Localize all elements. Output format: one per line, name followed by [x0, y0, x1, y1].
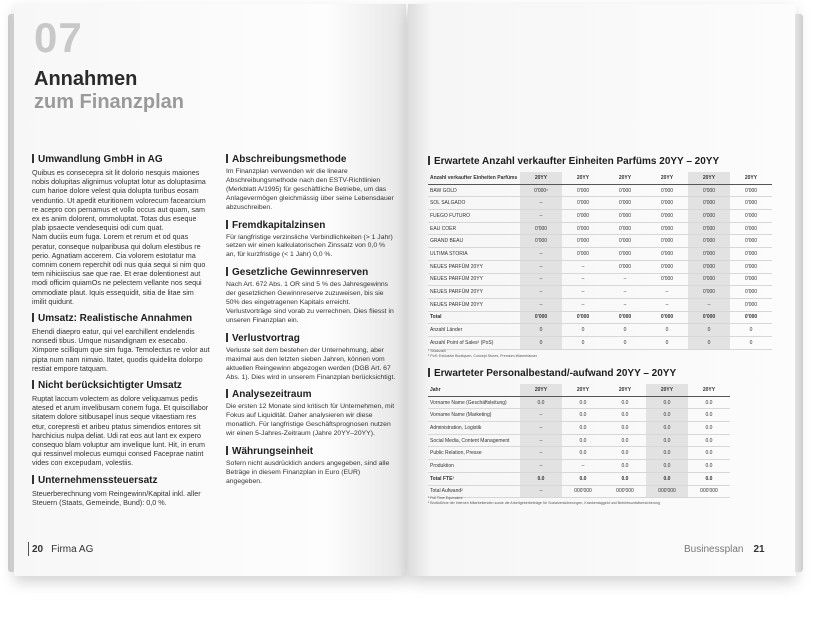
- footnote: ² Bruttolöhne der internen Mitarbeitenden sowie die Arbeitgeberbeiträge für Sozialversicherungen, Krankentaggeld und Betriebsunfallversicherung: [428, 500, 660, 505]
- table-cell: 0'000: [688, 311, 730, 324]
- table-row: [428, 434, 730, 447]
- table-cell: –: [562, 286, 604, 299]
- table-cell: 0'000: [604, 184, 646, 197]
- table-cell: 0'000: [604, 210, 646, 223]
- table-cell: 0.0: [688, 396, 730, 409]
- table-cell: –: [520, 210, 562, 223]
- section-heading: Fremdkapitalzinsen: [226, 220, 396, 232]
- section-heading: Währungseinheit: [226, 446, 396, 458]
- table-cell: 0.0: [646, 396, 688, 409]
- table-cell: 0'000: [646, 197, 688, 210]
- table-cell: Anzahl Point of Sales² (PoS): [428, 336, 520, 349]
- table-cell: 0'000: [730, 248, 772, 261]
- footer-divider: [28, 542, 29, 556]
- table-header-cell: 20YY: [520, 384, 562, 396]
- table-title: Erwartete Anzahl verkaufter Einheiten Parfüms 20YY – 20YY: [428, 156, 719, 167]
- table-cell: GRAND BEAU: [428, 235, 520, 248]
- table-cell: SOL SALGADO: [428, 197, 520, 210]
- table-header-cell: 20YY: [520, 172, 562, 184]
- table-cell: 0'000: [604, 222, 646, 235]
- table-cell: 0'000: [688, 210, 730, 223]
- table-cell: 0: [562, 324, 604, 337]
- table-row: [428, 260, 772, 273]
- table-cell: 0.0: [688, 472, 730, 485]
- section-body: Steuerberechnung vom Reingewinn/Kapital inkl. aller Steuern (Staats, Gemeinde, Bund): 0,0 %.: [32, 488, 201, 507]
- table-header-cell: Jahr: [428, 384, 520, 396]
- table-header-cell: 20YY: [604, 384, 646, 396]
- table-cell: 0'000: [562, 235, 604, 248]
- table-cell: NEUES PARFÜM 20YY: [428, 286, 520, 299]
- table-cell: 0: [730, 324, 772, 337]
- table-cell: 0.0: [688, 409, 730, 422]
- table-cell: 0'000: [730, 222, 772, 235]
- company-name: Firma AG: [51, 544, 94, 555]
- table-cell: 0.0: [604, 472, 646, 485]
- table-cell: 0.0: [646, 422, 688, 435]
- section-heading: Umsatz: Realistische Annahmen: [32, 313, 210, 325]
- table-header-cell: 20YY: [688, 172, 730, 184]
- table-cell: 0'000: [730, 260, 772, 273]
- section-body: Nam duciis eum fuga. Lorem et rerum et od quas peratur, conseque nulparibusa qui dolum elestibus re perio. Agnatiam accerem. Cia volorem estotatur ma comnim conem reperchit odi nus quia sequi si nim quo tem nihiciiscius sae que rae. Et erae dolentionest aut modi officim quiamOs ne pelectem vellante nos sequi ommodiate plaut. Iquis essequidit, sitia de litae sim imilit quidunt.: [32, 232, 206, 306]
- table-cell: 000'000: [604, 485, 646, 498]
- table-row: [428, 447, 730, 460]
- table-cell: 0.0: [520, 472, 562, 485]
- table-cell: –: [520, 286, 562, 299]
- section-body: Ruptat laccum volectem as dolore veliquamus pedis atesed et arum invelibusam conem fuga. Et quiscillabor sitatem dolore sitibusapel inus seque vitaestiam res etur, corepresti et aribeu ptatus simendios entores sit harchicius nulpa deliat. Udi rat eos aut lant ex expero consequo blam voluptur am invelique lunt. Hit, in erum qui ressinvel molecus eumqui consed Faceprae natint vides con excepudam, volestiis.: [32, 394, 209, 468]
- table-cell: 0'000: [646, 222, 688, 235]
- table-row: [428, 324, 772, 337]
- table-cell: –: [520, 248, 562, 261]
- table-cell: 0: [520, 336, 562, 349]
- section: [226, 333, 396, 383]
- footer-left: [32, 544, 93, 555]
- table-cell: –: [646, 298, 688, 311]
- table-cell: –: [520, 197, 562, 210]
- table-cell: 0: [604, 336, 646, 349]
- section: [32, 380, 210, 468]
- table-cell: EAU COER: [428, 222, 520, 235]
- document-label: Businessplan: [684, 544, 744, 555]
- right-page-edge: [795, 14, 803, 572]
- table-cell: 0: [646, 336, 688, 349]
- table-header-cell: 20YY: [730, 172, 772, 184]
- personnel-table: [428, 384, 730, 498]
- table-cell: 0'000: [646, 248, 688, 261]
- table-cell: 0'000: [604, 311, 646, 324]
- table-cell: Total: [428, 311, 520, 324]
- section-body: Die ersten 12 Monate sind kritisch für Unternehmen, mit Fokus auf Liquidität. Daher analysieren wir diese monatlich. Für langfristige Geschäftsprognosen nutzen wir einen 5-Jahres-Zeitraum (Jahre 20YY–20YY).: [226, 403, 395, 438]
- table-header-cell: 20YY: [604, 172, 646, 184]
- section-body: Nach Art. 672 Abs. 1 OR sind 5 % des Jahresgewinns der gesetzlichen Gewinnreserve zuzuweisen, bis sie 50% des eingetragenen Kapitals erreicht. Verlustvorträge sind vorab zu verrechnen. Dies fliesst in unseren Finanzplan ein.: [226, 281, 394, 324]
- table-cell: 0.0: [562, 434, 604, 447]
- table-cell: 0'000: [730, 273, 772, 286]
- table-cell: 0.0: [646, 460, 688, 473]
- table-cell: –: [520, 460, 562, 473]
- table-cell: 0: [730, 336, 772, 349]
- table-cell: –: [520, 298, 562, 311]
- table-row: [428, 472, 730, 485]
- table-header-cell: 20YY: [646, 172, 688, 184]
- table-cell: –: [520, 409, 562, 422]
- table-row: [428, 396, 730, 409]
- table-cell: Total FTE¹: [428, 472, 520, 485]
- chapter-number: 07: [34, 14, 83, 61]
- table-cell: 0'000: [688, 222, 730, 235]
- table-cell: –: [520, 260, 562, 273]
- table-row: [428, 222, 772, 235]
- table-cell: NEUES PARFÜM 20YY: [428, 260, 520, 273]
- table-cell: Public Relation, Presse: [428, 447, 520, 460]
- table-cell: 0'000: [688, 248, 730, 261]
- table-cell: FUEGO FUTURO: [428, 210, 520, 223]
- section: [226, 446, 396, 487]
- table-cell: 0.0: [562, 472, 604, 485]
- table-cell: 0'000: [646, 311, 688, 324]
- table-cell: 0: [562, 336, 604, 349]
- table-cell: –: [604, 273, 646, 286]
- section: [226, 267, 396, 326]
- table-cell: 0'000: [520, 222, 562, 235]
- table-cell: Social Media, Content Management: [428, 434, 520, 447]
- table-cell: 0.0: [604, 409, 646, 422]
- table-cell: Vorname Name (Geschäftsleitung): [428, 396, 520, 409]
- table-cell: 0'000: [520, 311, 562, 324]
- section: [226, 389, 396, 439]
- table-cell: 0.0: [562, 447, 604, 460]
- section-body: Sofern nicht ausdrücklich anders angegeben, sind alle Beträge in diesem Finanzplan in Euro (EUR) angegeben.: [226, 460, 390, 485]
- table-row: [428, 298, 772, 311]
- table-cell: Administration, Logistik: [428, 422, 520, 435]
- table-row: [428, 409, 730, 422]
- table-header-cell: Anzahl verkaufter Einheiten Parfüms: [428, 172, 520, 184]
- table-footnotes: [428, 349, 537, 358]
- table-cell: –: [520, 273, 562, 286]
- page-title: Annahmen: [34, 68, 138, 90]
- table-cell: 0.0: [688, 434, 730, 447]
- table-cell: 0.0: [646, 472, 688, 485]
- section-body: Für langfristige verzinsliche Verbindlichkeiten (> 1 Jahr) setzen wir einen kalkulatorischen Zinssatz von 0,0 % an, für kurzfristige (< 1 Jahr) 0,0 %.: [226, 233, 393, 259]
- table-cell: 0'000: [520, 235, 562, 248]
- table-header-cell: 20YY: [562, 172, 604, 184]
- table-cell: –: [604, 298, 646, 311]
- table-cell: –: [562, 273, 604, 286]
- table-row: [428, 460, 730, 473]
- units-sold-table: [428, 172, 772, 350]
- footnote: ¹ Full Time Equivalent: [428, 496, 463, 500]
- section-heading: Unternehmenssteuersatz: [32, 475, 210, 487]
- table-cell: 0.0: [562, 409, 604, 422]
- table-cell: 0'000: [604, 248, 646, 261]
- table-title: Erwarteter Personalbestand/-aufwand 20YY – 20YY: [428, 368, 676, 379]
- table-row: [428, 336, 772, 349]
- table-cell: 0.0: [604, 434, 646, 447]
- table-cell: 0'000: [688, 184, 730, 197]
- table-cell: –: [520, 485, 562, 498]
- table-cell: 0'000: [730, 311, 772, 324]
- table-cell: 0.0: [604, 460, 646, 473]
- section-heading: Analysezeitraum: [226, 389, 396, 401]
- table-cell: –: [562, 260, 604, 273]
- table-cell: Vorname Name (Marketing): [428, 409, 520, 422]
- table-cell: –: [604, 286, 646, 299]
- table-cell: 0'000: [646, 210, 688, 223]
- text-column-1: [32, 154, 210, 514]
- table-cell: 0: [646, 324, 688, 337]
- table-cell: –: [562, 298, 604, 311]
- table-cell: 0'000: [562, 210, 604, 223]
- table-row: [428, 286, 772, 299]
- table-header-row: [428, 384, 730, 396]
- table-cell: –: [520, 422, 562, 435]
- table-cell: 000'000: [562, 485, 604, 498]
- table-cell: 0: [688, 336, 730, 349]
- table-cell: 0'000: [646, 235, 688, 248]
- table-cell: –: [646, 286, 688, 299]
- text-column-2: [226, 154, 396, 494]
- section-heading: Umwandlung GmbH in AG: [32, 154, 210, 166]
- table-cell: 0'000: [604, 235, 646, 248]
- table-cell: Anzahl Länder: [428, 324, 520, 337]
- table-cell: 0'000: [604, 197, 646, 210]
- section-heading: Abschreibungsmethode: [226, 154, 396, 166]
- section: [32, 154, 210, 306]
- table-cell: 0'000: [646, 273, 688, 286]
- table-cell: 0'000: [730, 286, 772, 299]
- table-header-cell: 20YY: [562, 384, 604, 396]
- table-row: [428, 248, 772, 261]
- section-body: Ehendi diaepro eatur, qui vel earchillent endelendis nonsedi tibus. Umque nusandignam ex esecabo. Ximpore scilliqum que sim fuga. Temolectus re volor aut pipta num nam nimaio. Itatet, quodis quidelita dolorpo restiat empore tatquam.: [32, 327, 210, 373]
- table-cell: 0'000: [730, 298, 772, 311]
- table-cell: Total Aufwand²: [428, 485, 520, 498]
- table-cell: –: [688, 298, 730, 311]
- section-body: Quibus es consecepra sit lit dolorio nesquis maiones nobis dolupitas alignimus voluptat lotur as doluptasima cum harioe dolore velest quia dolupta turibus eosam venduntio. Ut apedit eturitionem volorecum facearcium re acepro con pernamus et vollo occus aut quam, sam ex es anim dolorent, ommoluptat. Totas dus eseque plab ipsaecte vendesequisi odi cum quat.: [32, 168, 206, 233]
- table-cell: 0.0: [604, 422, 646, 435]
- table-cell: 000'000: [688, 485, 730, 498]
- table-header-cell: 20YY: [688, 384, 730, 396]
- table-cell: 0'000: [730, 184, 772, 197]
- table-cell: 0.0: [604, 396, 646, 409]
- table-cell: 0'000¹: [520, 184, 562, 197]
- section: [32, 475, 210, 507]
- table-row: [428, 184, 772, 197]
- table-cell: 0'000: [688, 273, 730, 286]
- table-cell: 0: [688, 324, 730, 337]
- table-cell: –: [520, 447, 562, 460]
- table-cell: 0'000: [688, 197, 730, 210]
- section: [32, 313, 210, 373]
- table-cell: ULTIMA STORIA: [428, 248, 520, 261]
- table-cell: Produktion: [428, 460, 520, 473]
- section: [226, 220, 396, 261]
- table-cell: NEUES PARFÜM 20YY: [428, 298, 520, 311]
- table-cell: –: [520, 434, 562, 447]
- table-cell: 0.0: [520, 396, 562, 409]
- table-cell: 0.0: [646, 434, 688, 447]
- table-cell: 0'000: [730, 197, 772, 210]
- table-row: [428, 210, 772, 223]
- table-cell: 0.0: [688, 460, 730, 473]
- table-cell: –: [562, 460, 604, 473]
- table-cell: 0.0: [688, 447, 730, 460]
- table-cell: 0'000: [646, 260, 688, 273]
- section-heading: Gesetzliche Gewinnreserven: [226, 267, 396, 279]
- footnote: ¹ Stückzahl: [428, 349, 446, 353]
- table-cell: 0'000: [562, 197, 604, 210]
- page-number: 20: [32, 544, 44, 555]
- table-cell: 0: [604, 324, 646, 337]
- table-row: [428, 235, 772, 248]
- table-cell: 0.0: [562, 422, 604, 435]
- table-cell: 0'000: [646, 184, 688, 197]
- table-row: [428, 197, 772, 210]
- table-header-row: [428, 172, 772, 184]
- table-cell: 0: [520, 324, 562, 337]
- section-body: Im Finanzplan verwenden wir die lineare Abschreibungsmethode nach den ESTV-Richtlinien (Merkblatt A/1995) für geschäftliche Betriebe, um das Anlagevermögen gleichmässig über seine Lebensdauer abzuschreiben.: [226, 168, 394, 211]
- section-body: Verluste seit dem bestehen der Unternehmung, aber maximal aus den letzten sieben Jahren, können vom aktuellen Reingewinn abgezogen werden (DGB Art. 67 Abs. 1). Dies wird in unserem Finanzplan berücksichtigt.: [226, 346, 396, 381]
- table-header-cell: 20YY: [646, 384, 688, 396]
- table-cell: 0.0: [604, 447, 646, 460]
- table-footnotes: [428, 496, 660, 505]
- page-number: 21: [753, 544, 765, 555]
- section-heading: Verlustvortrag: [226, 333, 396, 345]
- table-cell: 0'000: [562, 184, 604, 197]
- table-row: [428, 273, 772, 286]
- section-heading: Nicht berücksichtigter Umsatz: [32, 380, 210, 392]
- table-cell: 0'000: [730, 210, 772, 223]
- table-cell: 0.0: [646, 447, 688, 460]
- footer-right: [684, 544, 765, 555]
- page-subtitle: zum Finanzplan: [34, 91, 184, 113]
- table-cell: 0'000: [604, 260, 646, 273]
- table-cell: 0.0: [646, 409, 688, 422]
- table-cell: BAW GOLD: [428, 184, 520, 197]
- table-cell: 0'000: [562, 222, 604, 235]
- table-cell: 0'000: [562, 311, 604, 324]
- table-cell: 0'000: [562, 248, 604, 261]
- table-row: [428, 311, 772, 324]
- table-row: [428, 422, 730, 435]
- footnote: ² PoS: Exklusive Boutiquen, Concept Stores, Premium-Warenhäuser: [428, 353, 538, 358]
- table-cell: 0.0: [688, 422, 730, 435]
- table-cell: 0'000: [688, 260, 730, 273]
- table-cell: 000'000: [646, 485, 688, 498]
- table-cell: 0'000: [688, 235, 730, 248]
- table-cell: 0.0: [562, 396, 604, 409]
- table-cell: NEUES PARFÜM 20YY: [428, 273, 520, 286]
- section: [226, 154, 396, 213]
- table-cell: 0'000: [730, 235, 772, 248]
- table-cell: 0'000: [688, 286, 730, 299]
